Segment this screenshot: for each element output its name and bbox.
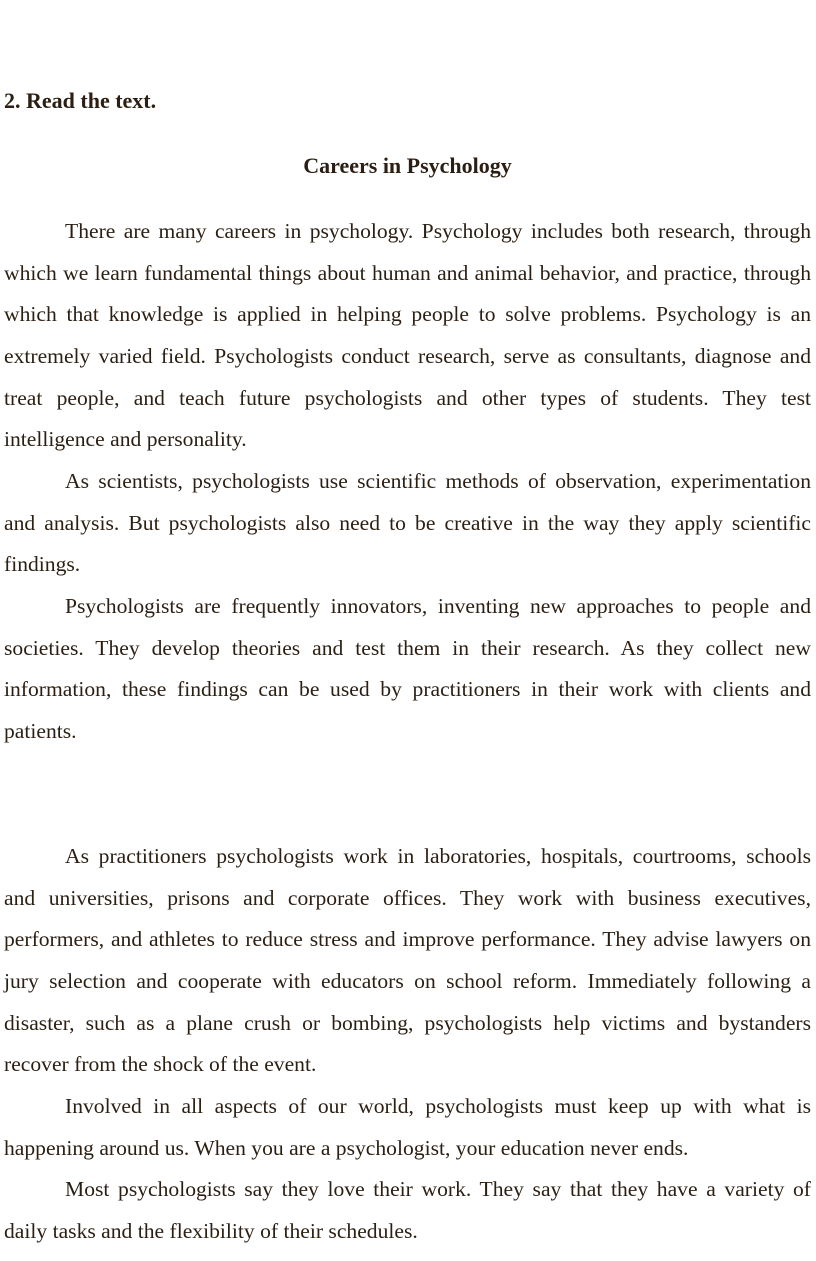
paragraph-6: Most psychologists say they love their work. They say that they have a variety of daily tasks and the flexibility of their schedules. xyxy=(4,1177,811,1243)
section-heading: 2. Read the text. xyxy=(4,88,157,113)
paragraph-4: As practitioners psychologists work in laboratories, hospitals, courtrooms, schools and universities, prisons and corporate offices. They work with business executives, performers, and athletes to reduce stress and improve performance. They advise lawyers on jury selection and cooperate with educators on school reform. Immediately following a disaster, such as a plane crush or bombing, psychologists help victims and bystanders recover from the shock of the event. xyxy=(4,844,811,1077)
paragraph-3: Psychologists are frequently innovators, inventing new approaches to people and societies. They develop theories and test them in their research. As they collect new information, these findings can be used by practitioners in their work with clients and patients. xyxy=(4,593,811,743)
paragraph-5: Involved in all aspects of our world, psychologists must keep up with what is happening around us. When you are a psychologist, your education never ends. xyxy=(4,1093,811,1160)
paragraph-1: There are many careers in psychology. Psychology includes both research, through which we learn fundamental things about human and animal behavior, and practice, through which that knowledge is applied in helping people to solve problems. Psychology is an extremely varied field. Psychologists conduct research, serve as consultants, diagnose and treat people, and teach future psychologists and other types of students. They test intelligence and personality. xyxy=(4,219,811,452)
text-block-lower xyxy=(4,836,811,1253)
text-title: Careers in Psychology xyxy=(303,153,512,178)
text-block-upper xyxy=(4,211,811,753)
paragraph-2: As scientists, psychologists use scientific methods of observation, experimentation and analysis. But psychologists also need to be creative in the way they apply scientific findings. xyxy=(4,468,811,577)
